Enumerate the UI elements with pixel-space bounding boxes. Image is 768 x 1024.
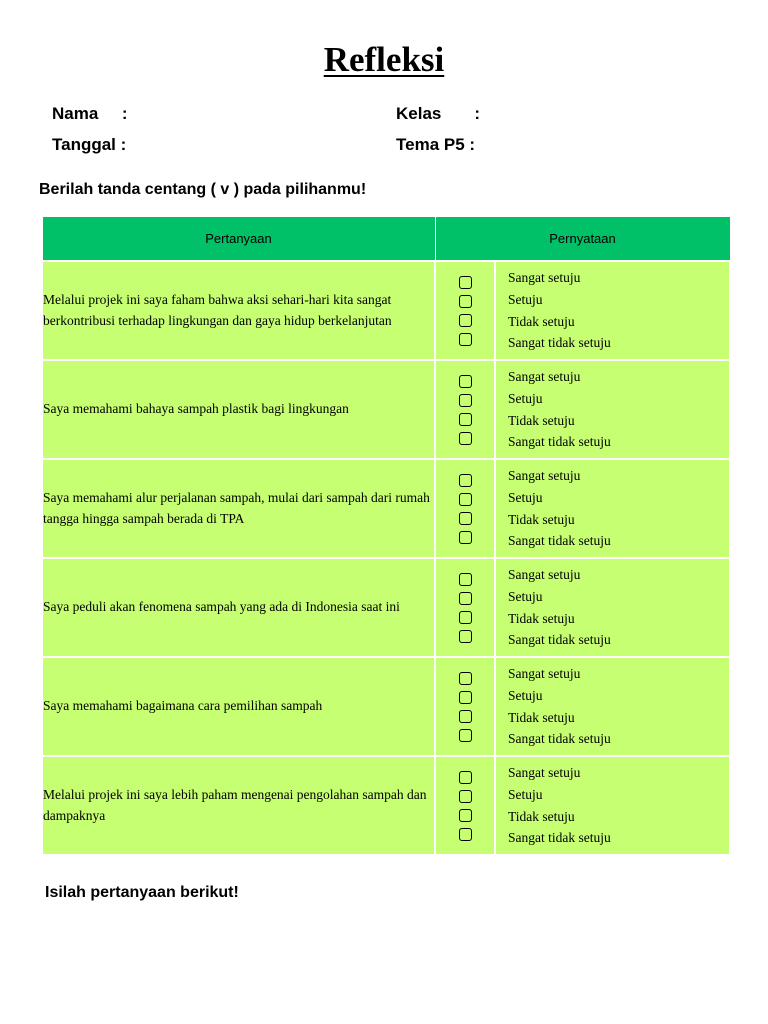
checkbox-cell [435, 360, 495, 459]
page-title: Refleksi [323, 40, 445, 79]
option-labels [496, 564, 729, 651]
table-header-row [42, 217, 730, 261]
option-labels [496, 267, 729, 354]
checkbox-option-1[interactable] [459, 771, 472, 784]
checkbox-group [436, 276, 494, 346]
option-labels [496, 663, 729, 750]
options-cell [495, 657, 730, 756]
option-label: Sangat tidak setuju [508, 434, 611, 450]
option-label: Sangat setuju [508, 566, 581, 582]
checkbox-option-2[interactable] [459, 691, 472, 704]
checkbox-option-2[interactable] [459, 790, 472, 803]
checkbox-option-3[interactable] [459, 611, 472, 624]
question-text: Melalui projek ini saya faham bahwa aksi sehari-hari kita sangat berkontribusi terhadap lingkungan dan gaya hidup berkelanjutan [42, 261, 435, 360]
checkbox-cell [435, 261, 495, 360]
tanggal-field-label: Tanggal : [52, 135, 127, 154]
checkbox-option-2[interactable] [459, 493, 472, 506]
checkbox-option-3[interactable] [459, 413, 472, 426]
option-label: Sangat setuju [508, 665, 581, 681]
checkbox-option-3[interactable] [459, 809, 472, 822]
checkbox-option-4[interactable] [459, 531, 472, 544]
option-label: Sangat setuju [508, 467, 581, 483]
question-text: Saya memahami bahaya sampah plastik bagi lingkungan [42, 360, 435, 459]
option-label: Sangat tidak setuju [508, 830, 611, 846]
checkbox-option-4[interactable] [459, 432, 472, 445]
question-text: Saya memahami bagaimana cara pemilihan sampah [42, 657, 435, 756]
checkbox-cell [435, 657, 495, 756]
option-label: Sangat tidak setuju [508, 632, 611, 648]
checkbox-cell [435, 558, 495, 657]
tema-field-label: Tema P5 : [396, 135, 476, 154]
checkbox-group [436, 771, 494, 841]
checklist-instruction: Berilah tanda centang ( v ) pada pilihanmu! [39, 181, 367, 198]
header-pertanyaan: Pertanyaan [42, 217, 435, 261]
checkbox-option-2[interactable] [459, 592, 472, 605]
options-cell [495, 558, 730, 657]
option-label: Tidak setuju [508, 313, 575, 329]
option-label: Sangat setuju [508, 269, 581, 285]
options-cell [495, 261, 730, 360]
option-label: Tidak setuju [508, 511, 575, 527]
checkbox-group [436, 474, 494, 544]
option-label: Tidak setuju [508, 412, 575, 428]
checkbox-option-3[interactable] [459, 314, 472, 327]
kelas-field-label: Kelas : [396, 104, 481, 123]
options-cell [495, 756, 730, 855]
table-body [42, 261, 730, 855]
options-cell [495, 459, 730, 558]
checkbox-group [436, 672, 494, 742]
option-label: Setuju [508, 390, 543, 406]
option-label: Setuju [508, 687, 543, 703]
table-row [42, 360, 730, 459]
option-label: Tidak setuju [508, 808, 575, 824]
checkbox-option-1[interactable] [459, 573, 472, 586]
questions-instruction: Isilah pertanyaan berikut! [45, 884, 239, 901]
checkbox-group [436, 573, 494, 643]
question-text: Melalui projek ini saya lebih paham mengenai pengolahan sampah dan dampaknya [42, 756, 435, 855]
checkbox-option-4[interactable] [459, 333, 472, 346]
option-labels [496, 762, 729, 849]
option-label: Sangat tidak setuju [508, 335, 611, 351]
option-label: Setuju [508, 489, 543, 505]
question-text: Saya peduli akan fenomena sampah yang ada di Indonesia saat ini [42, 558, 435, 657]
checkbox-option-1[interactable] [459, 474, 472, 487]
option-label: Sangat tidak setuju [508, 533, 611, 549]
option-labels [496, 366, 729, 453]
checkbox-cell [435, 459, 495, 558]
checkbox-option-3[interactable] [459, 710, 472, 723]
option-label: Sangat tidak setuju [508, 731, 611, 747]
option-label: Setuju [508, 786, 543, 802]
checkbox-option-3[interactable] [459, 512, 472, 525]
checkbox-option-4[interactable] [459, 729, 472, 742]
nama-field-label: Nama : [52, 104, 128, 123]
option-label: Tidak setuju [508, 610, 575, 626]
reflection-table [41, 217, 731, 856]
question-text: Saya memahami alur perjalanan sampah, mulai dari sampah dari rumah tangga hingga sampah berada di TPA [42, 459, 435, 558]
table-row [42, 558, 730, 657]
checkbox-cell [435, 756, 495, 855]
option-label: Tidak setuju [508, 709, 575, 725]
option-label: Sangat setuju [508, 368, 581, 384]
table-row [42, 657, 730, 756]
checkbox-option-4[interactable] [459, 630, 472, 643]
table-row [42, 261, 730, 360]
checkbox-option-4[interactable] [459, 828, 472, 841]
checkbox-option-2[interactable] [459, 394, 472, 407]
option-labels [496, 465, 729, 552]
option-label: Setuju [508, 291, 543, 307]
checkbox-option-1[interactable] [459, 672, 472, 685]
header-pernyataan: Pernyataan [435, 217, 730, 261]
checkbox-option-1[interactable] [459, 375, 472, 388]
checkbox-option-1[interactable] [459, 276, 472, 289]
option-label: Sangat setuju [508, 764, 581, 780]
table-row [42, 459, 730, 558]
table-row [42, 756, 730, 855]
checkbox-option-2[interactable] [459, 295, 472, 308]
options-cell [495, 360, 730, 459]
checkbox-group [436, 375, 494, 445]
option-label: Setuju [508, 588, 543, 604]
